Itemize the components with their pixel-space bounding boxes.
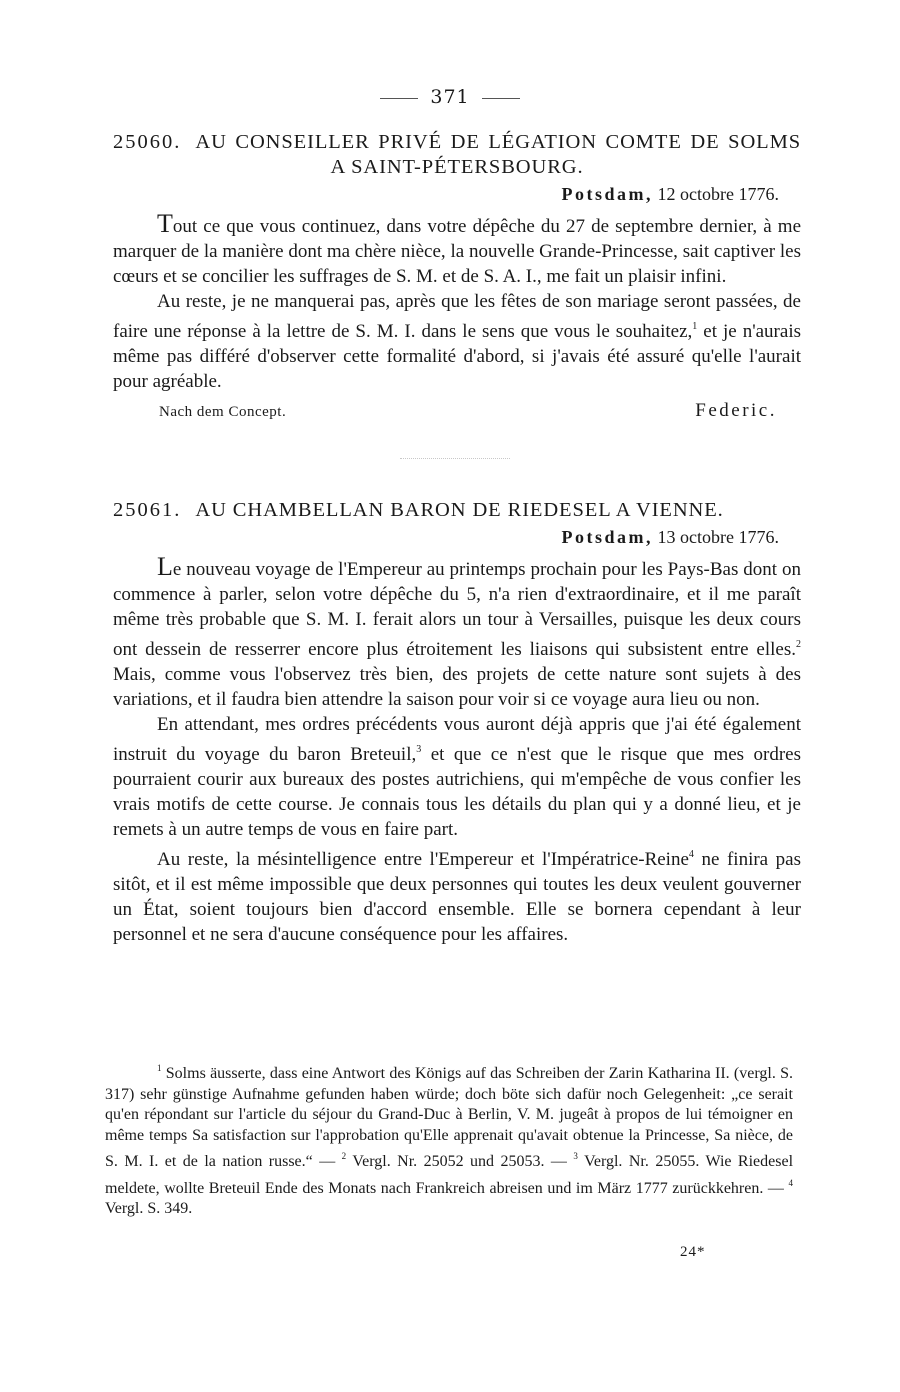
footnote-text: Vergl. S. 349.	[105, 1200, 193, 1217]
letter-heading	[113, 130, 801, 180]
dateline	[113, 184, 801, 205]
letter-number: 25061.	[113, 499, 182, 521]
letter-25060	[113, 130, 801, 422]
footnote-text: Vergl. Nr. 25052 und 25053. —	[352, 1153, 567, 1170]
dash-right	[482, 98, 520, 99]
footnote-marker: 3	[573, 1151, 578, 1161]
letter-number: 25060.	[113, 131, 182, 153]
dateline-date: 13 octobre 1776.	[657, 527, 779, 547]
dateline-place: Potsdam,	[561, 527, 654, 547]
letter-body	[113, 211, 801, 394]
paragraph: Tout ce que vous continuez, dans votre dépêche du 27 de septembre dernier, à me marquer de la manière dont ma chère nièce, la nouvelle Grande-Princesse, sait captiver les cœurs et se concilier les suffrages de S. M. et de S. A. I., me fait un plaisir infini.	[113, 209, 801, 287]
page-number	[0, 86, 900, 108]
paragraph	[113, 712, 801, 842]
footnote-marker: 4	[788, 1177, 793, 1188]
page-number-text: 371	[430, 86, 470, 108]
footnote-text: Solms äusserte, dass eine Antwort des Königs auf das Schreiben der Zarin Katharina II. (vergl. S. 317) sehr günstige Aufnahme gefunden haben würde; doch böte sich dafür noch Gelegenheit: „ce serait qu'en répondant sur l'article du séjour du Grand-Duc à Berlin, V. M. jugeât à propos de lui témoigner en même temps Sa satisfaction sur l'approbation qu'Elle apprenait qu'avait obtenue la Princesse, Sa nièce, de S. M. I. et de la nation russe.“ —	[105, 1065, 794, 1170]
footnotes	[105, 1058, 793, 1220]
letter-title: AU CHAMBELLAN BARON DE RIEDESEL A VIENNE.	[195, 499, 724, 521]
signature: Federic.	[695, 400, 777, 421]
dash-left	[380, 98, 418, 99]
paragraph	[113, 554, 801, 712]
footnote-ref: 2	[796, 639, 801, 650]
signature-line	[113, 400, 801, 422]
section-divider	[400, 458, 510, 459]
footnote-block	[105, 1058, 793, 1220]
letter-heading	[113, 498, 801, 523]
paragraph-text: et que ce n'est que le risque que mes ordres pourraient courir aux bureaux des postes autrichiens, qui m'empêche de vous confier les vrais motifs de cette course. Je connais tous les détails du plan qui y a donné lieu, et je remets à un autre temps de vous en faire part.	[113, 744, 802, 840]
footnote-ref: 3	[416, 744, 422, 755]
dateline-date: 12 octobre 1776.	[657, 184, 779, 204]
dateline-place: Potsdam,	[561, 184, 654, 204]
letter-25061	[113, 498, 801, 947]
paragraph	[113, 289, 801, 394]
footnote-ref: 1	[692, 321, 698, 332]
source-note: Nach dem Concept.	[159, 404, 287, 420]
paragraph-text: Au reste, je ne manquerai pas, après que les fêtes de son mariage seront passées, de faire une réponse à la lettre de S. M. I. dans le sens que vous le souhaitez,	[113, 291, 801, 342]
footnote-ref: 4	[688, 849, 694, 860]
letter-body	[113, 554, 801, 947]
dateline	[113, 527, 801, 548]
footnote-marker: 2	[341, 1151, 347, 1161]
footnote-text: Vergl. Nr. 25055. Wie Riedesel meldete, wollte Breteuil Ende des Monats nach Frankreich abreisen und im März 1777 zurückkehren. —	[105, 1153, 794, 1197]
paragraph-text: En attendant, mes ordres précédents vous auront déjà appris que j'ai été également instruit du voyage du baron Breteuil,	[113, 714, 801, 765]
letter-title: AU CONSEILLER PRIVÉ DE LÉGATION COMTE DE SOLMS A SAINT-PÉTERSBOURG.	[195, 131, 801, 178]
footnote-marker: 1	[157, 1063, 162, 1073]
paragraph-text: Au reste, la mésintelligence entre l'Empereur et l'Impératrice-Reine	[157, 849, 689, 870]
paragraph-text: Mais, comme vous l'observez très bien, des projets de cette nature sont sujets à des variations, et il faudra bien attendre la saison pour voir si ce voyage aura lieu ou non.	[113, 664, 801, 710]
paragraph-text: et je n'aurais même pas différé d'observer cette formalité d'abord, si j'avais été assuré qu'elle l'aurait pour agréable.	[113, 321, 801, 392]
paragraph-text: ne finira pas sitôt, et il est même impossible que deux personnes qui toutes les deux veulent gouverner un État, soient toujours bien d'accord ensemble. Elle se bornera cependant à leur personnel et ne sera d'aucune conséquence pour les affaires.	[113, 849, 801, 945]
printer-signature-mark: 24*	[680, 1244, 706, 1260]
paragraph-text: Le nouveau voyage de l'Empereur au printemps prochain pour les Pays-Bas dont on commence à parler, selon votre dépêche du 5, n'a rien d'extraordinaire, et il me paraît même très probable que S. M. I. ferait alors un tour à Versailles, puisque les deux cours ont dessein de resserrer encore plus étroitement les liaisons qui subsistent entre elles.	[113, 552, 801, 660]
paragraph	[113, 842, 801, 947]
